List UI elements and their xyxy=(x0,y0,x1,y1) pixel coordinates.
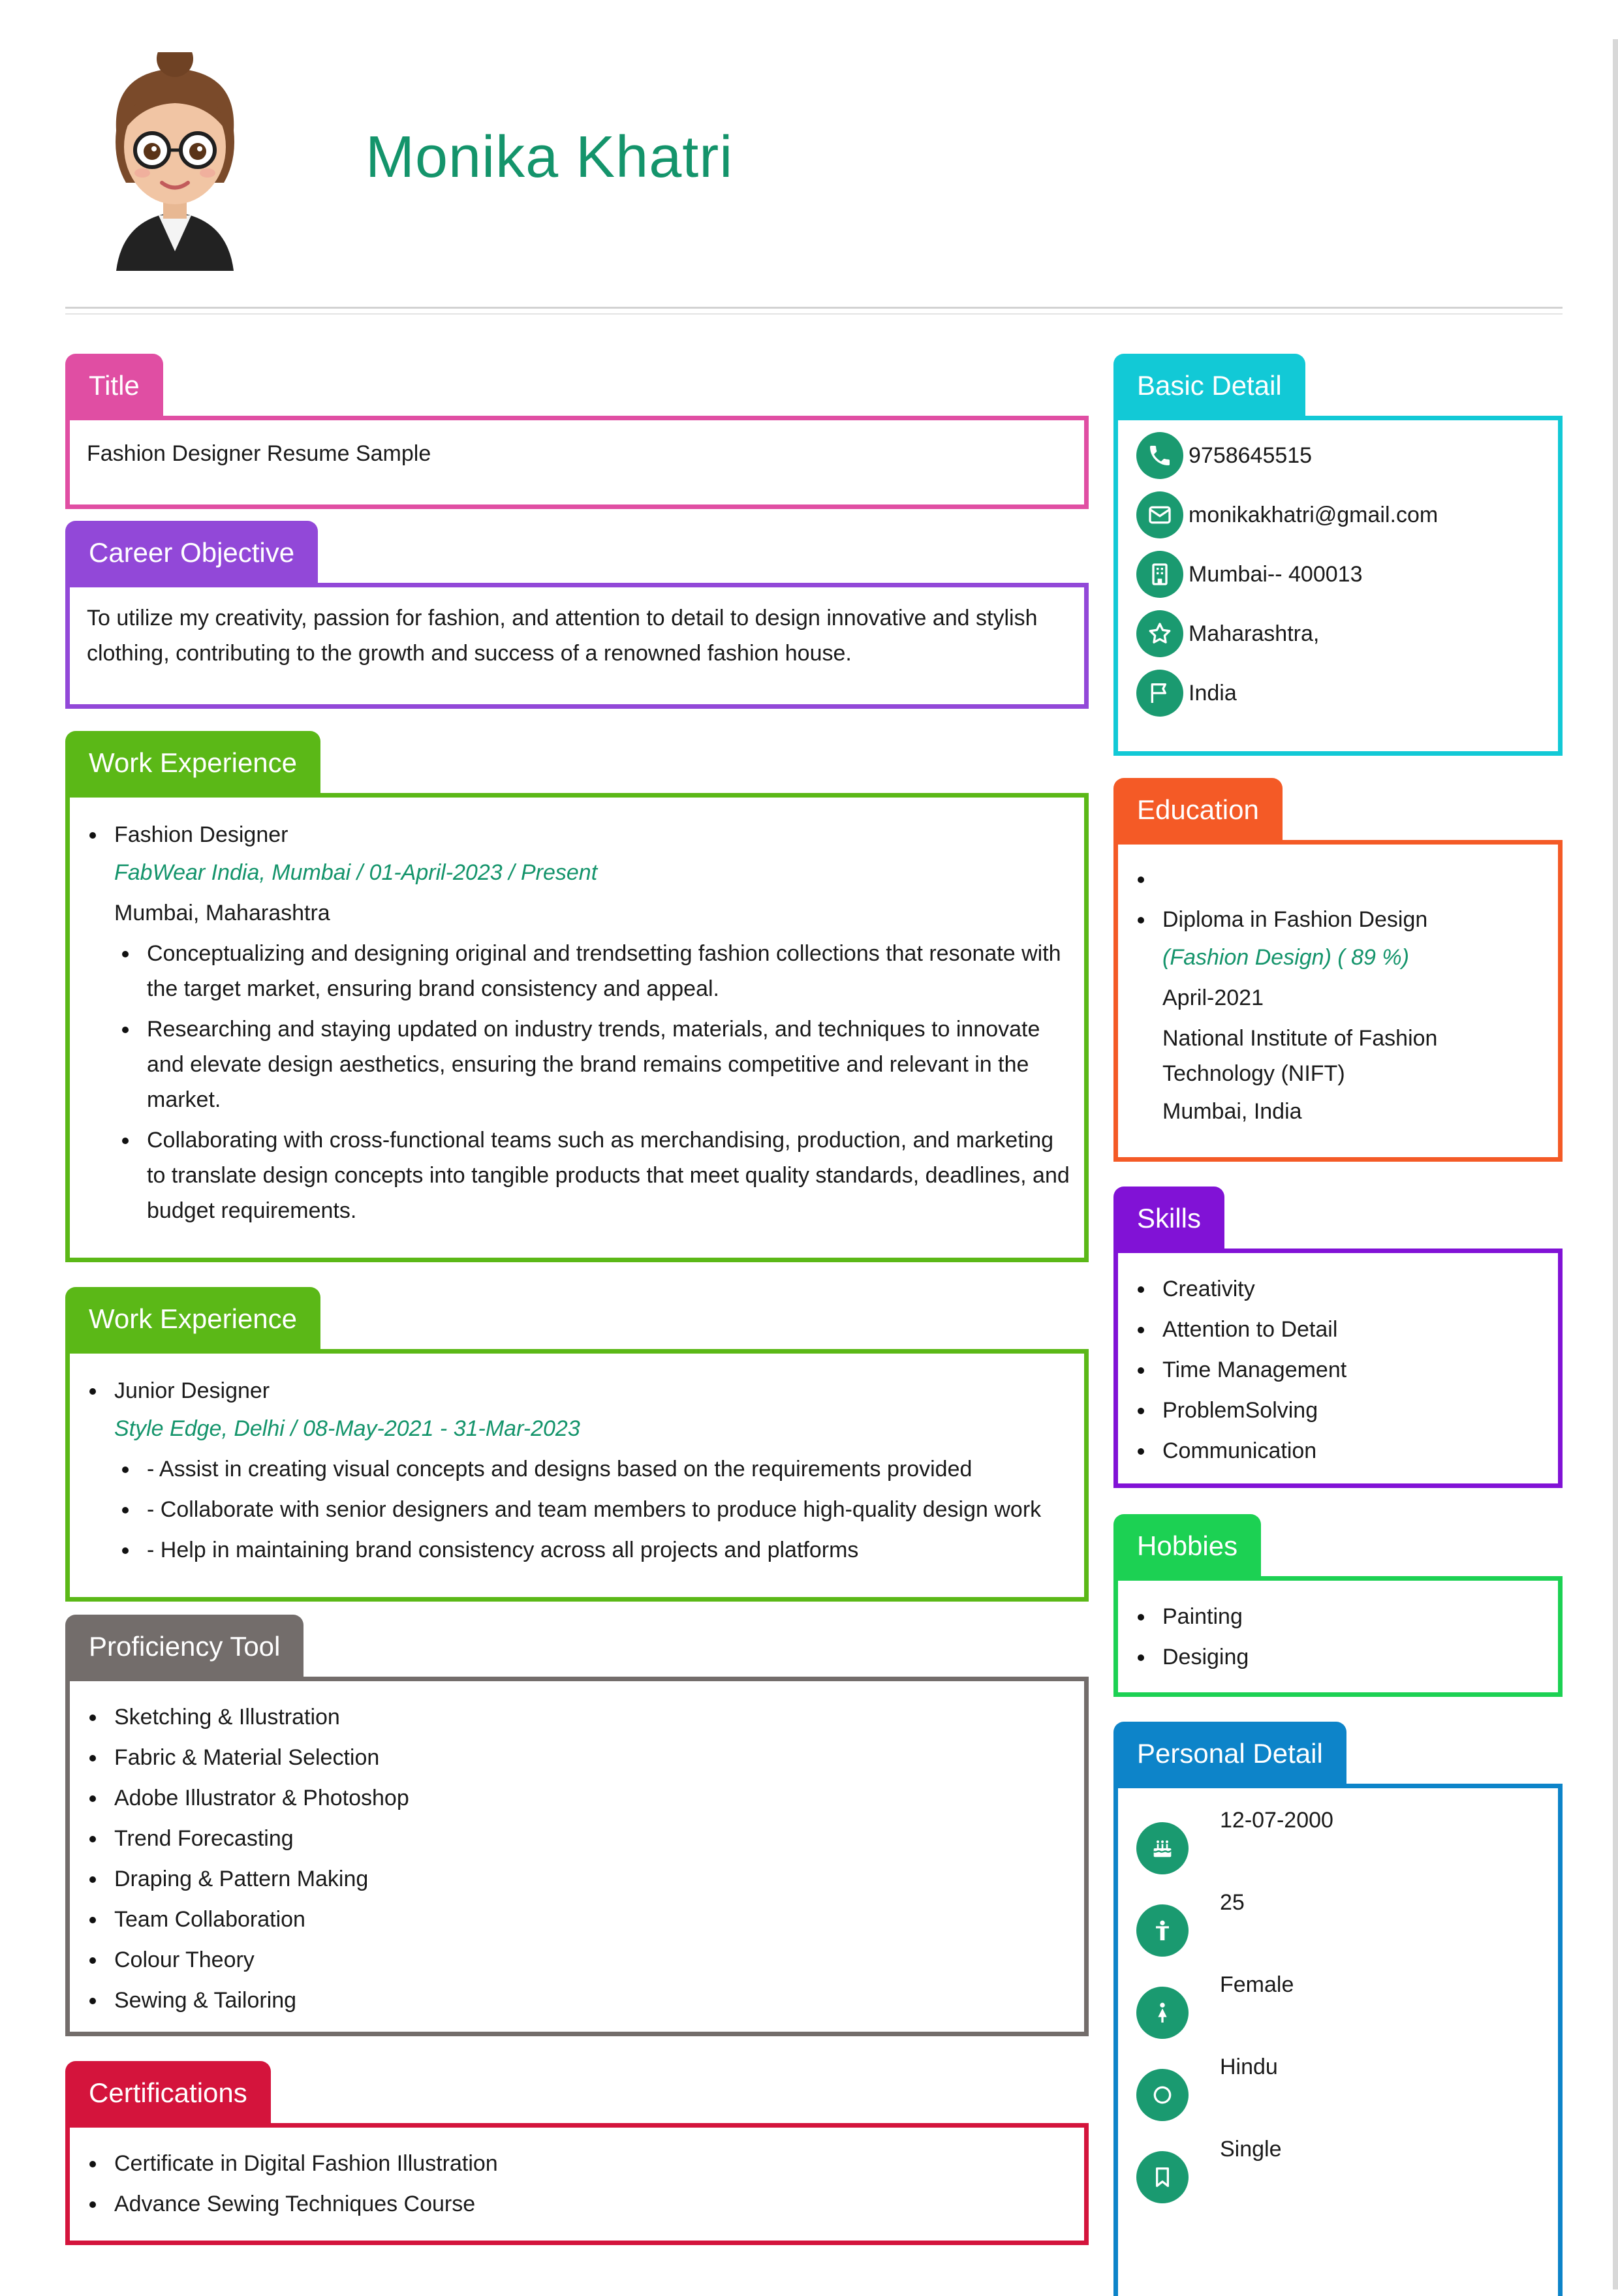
hobby-item: Painting xyxy=(1118,1599,1545,1634)
work-experience-section xyxy=(65,1287,1089,1602)
education-place: Mumbai, India xyxy=(1162,1099,1302,1124)
responsibility-item: - Assist in creating visual concepts and designs based on the requirements provided xyxy=(114,1451,1071,1487)
education-degree: Diploma in Fashion Design xyxy=(1162,907,1428,932)
avatar xyxy=(77,52,273,274)
education-tab: Education xyxy=(1113,778,1283,841)
responsibility-item: - Help in maintaining brand consistency across all projects and platforms xyxy=(114,1532,1071,1568)
age-value: 25 xyxy=(1220,1890,1245,1915)
responsibility-item: Researching and staying updated on industry trends, materials, and techniques to innovate and elevate design aesthetics, ensuring the brand remains competitive and relevant in the market. xyxy=(114,1012,1071,1117)
education-item xyxy=(1118,902,1545,1132)
city-value: Mumbai-- 400013 xyxy=(1189,561,1363,587)
job-company-dates: FabWear India, Mumbai / 01-April-2023 / Present xyxy=(114,860,598,885)
state-value: Maharashtra, xyxy=(1189,621,1320,646)
education-date: April-2021 xyxy=(1162,985,1264,1010)
responsibility-item: Conceptualizing and designing original and trendsetting fashion collections that resonate with the target market, ensuring brand consistency and appeal. xyxy=(114,936,1071,1006)
basic-detail-section xyxy=(1113,354,1563,756)
gender-value: Female xyxy=(1220,1972,1294,1997)
responsibility-item: - Collaborate with senior designers and team members to produce high-quality design work xyxy=(114,1492,1071,1527)
work-experience-item xyxy=(70,817,1071,1228)
certifications-tab: Certifications xyxy=(65,2061,271,2124)
hobbies-box xyxy=(1113,1576,1563,1697)
education-box xyxy=(1113,840,1563,1162)
skill-item: Attention to Detail xyxy=(1118,1312,1545,1347)
candidate-name: Monika Khatri xyxy=(366,125,734,190)
basic-detail-tab: Basic Detail xyxy=(1113,354,1305,417)
job-responsibilities xyxy=(114,936,1071,1228)
tool-item: Trend Forecasting xyxy=(70,1821,1071,1856)
proficiency-tool-box xyxy=(65,1677,1089,2036)
title-tab: Title xyxy=(65,354,163,417)
female-icon xyxy=(1136,1987,1189,2039)
proficiency-tool-section xyxy=(65,1615,1089,2036)
basic-detail-box xyxy=(1113,416,1563,756)
tool-item: Adobe Illustrator & Photoshop xyxy=(70,1780,1071,1816)
education-empty-item xyxy=(1118,861,1545,897)
personal-detail-box xyxy=(1113,1784,1563,2296)
skills-section xyxy=(1113,1187,1563,1488)
hobby-item: Desiging xyxy=(1118,1639,1545,1675)
skill-item: Creativity xyxy=(1118,1271,1545,1307)
phone-row xyxy=(1136,432,1312,479)
work-experience-tab: Work Experience xyxy=(65,731,320,794)
education-institute: National Institute of Fashion Technology (NIFT) xyxy=(1162,1026,1438,1086)
circle-icon xyxy=(1136,2069,1189,2121)
person-icon xyxy=(1136,1904,1189,1957)
tool-item: Sewing & Tailoring xyxy=(70,1983,1071,2018)
certification-item: Certificate in Digital Fashion Illustration xyxy=(70,2146,1071,2181)
tool-item: Colour Theory xyxy=(70,1942,1071,1978)
job-location: Mumbai, Maharashtra xyxy=(114,901,330,925)
header-divider-secondary xyxy=(65,313,1563,315)
phone-icon xyxy=(1136,432,1183,479)
marital-status-value: Single xyxy=(1220,2137,1282,2162)
religion-value: Hindu xyxy=(1220,2055,1278,2079)
work-experience-box xyxy=(65,793,1089,1262)
bookmark-icon xyxy=(1136,2151,1189,2203)
proficiency-tool-tab: Proficiency Tool xyxy=(65,1615,303,1678)
skills-box xyxy=(1113,1249,1563,1488)
birthday-cake-icon xyxy=(1136,1822,1189,1874)
skills-list xyxy=(1118,1271,1545,1474)
education-specialization: (Fashion Design) ( 89 %) xyxy=(1162,945,1409,970)
city-row xyxy=(1136,551,1362,598)
title-box xyxy=(65,416,1089,509)
work-experience-section xyxy=(65,731,1089,1262)
work-experience-item xyxy=(70,1373,1071,1568)
tool-item: Draping & Pattern Making xyxy=(70,1861,1071,1897)
title-section xyxy=(65,354,1089,509)
work-experience-list xyxy=(70,817,1071,1233)
career-objective-box xyxy=(65,583,1089,709)
skill-item: Time Management xyxy=(1118,1352,1545,1388)
work-experience-tab: Work Experience xyxy=(65,1287,320,1350)
email-value: monikakhatri@gmail.com xyxy=(1189,502,1439,527)
tool-item: Sketching & Illustration xyxy=(70,1699,1071,1735)
state-row xyxy=(1136,610,1319,657)
hobbies-section xyxy=(1113,1514,1563,1697)
certification-item: Advance Sewing Techniques Course xyxy=(70,2186,1071,2222)
career-objective-section xyxy=(65,521,1089,709)
header-divider xyxy=(65,307,1563,309)
avatar-illustration xyxy=(77,52,273,274)
dob-value: 12-07-2000 xyxy=(1220,1808,1333,1833)
skills-tab: Skills xyxy=(1113,1187,1224,1250)
tool-item: Team Collaboration xyxy=(70,1902,1071,1937)
responsibility-item: Collaborating with cross-functional teams such as merchandising, production, and marketing to translate design concepts into tangible products that meet quality standards, deadlines, and budget requirements. xyxy=(114,1123,1071,1228)
country-value: India xyxy=(1189,680,1237,706)
hobbies-tab: Hobbies xyxy=(1113,1514,1261,1577)
job-company-dates: Style Edge, Delhi / 08-May-2021 - 31-Mar-2023 xyxy=(114,1416,580,1441)
proficiency-tool-list xyxy=(70,1699,1071,2023)
building-icon xyxy=(1136,551,1183,598)
education-section xyxy=(1113,778,1563,1162)
resume-title-text: Fashion Designer Resume Sample xyxy=(87,441,431,466)
flag-icon xyxy=(1136,670,1183,717)
skill-item: Communication xyxy=(1118,1433,1545,1468)
job-role: Fashion Designer xyxy=(114,822,288,847)
star-icon xyxy=(1136,610,1183,657)
work-experience-list xyxy=(70,1373,1071,1573)
job-role: Junior Designer xyxy=(114,1378,270,1403)
tool-item: Fabric & Material Selection xyxy=(70,1740,1071,1775)
email-row xyxy=(1136,491,1438,538)
career-objective-tab: Career Objective xyxy=(65,521,318,584)
hobbies-list xyxy=(1118,1599,1545,1680)
country-row xyxy=(1136,670,1237,717)
work-experience-box xyxy=(65,1349,1089,1602)
skill-item: ProblemSolving xyxy=(1118,1393,1545,1428)
certifications-list xyxy=(70,2146,1071,2227)
education-list xyxy=(1118,861,1545,1132)
mail-icon xyxy=(1136,491,1183,538)
phone-value: 9758645515 xyxy=(1189,442,1313,468)
job-responsibilities xyxy=(114,1451,1071,1568)
certifications-box xyxy=(65,2123,1089,2245)
career-objective-text: To utilize my creativity, passion for fashion, and attention to detail to design innovative and stylish clothing, contributing to the growth and success of a renowned fashion house. xyxy=(87,606,1038,666)
personal-detail-section xyxy=(1113,1722,1563,2296)
page-edge xyxy=(1613,39,1618,2289)
personal-detail-tab: Personal Detail xyxy=(1113,1722,1346,1785)
certifications-section xyxy=(65,2061,1089,2245)
